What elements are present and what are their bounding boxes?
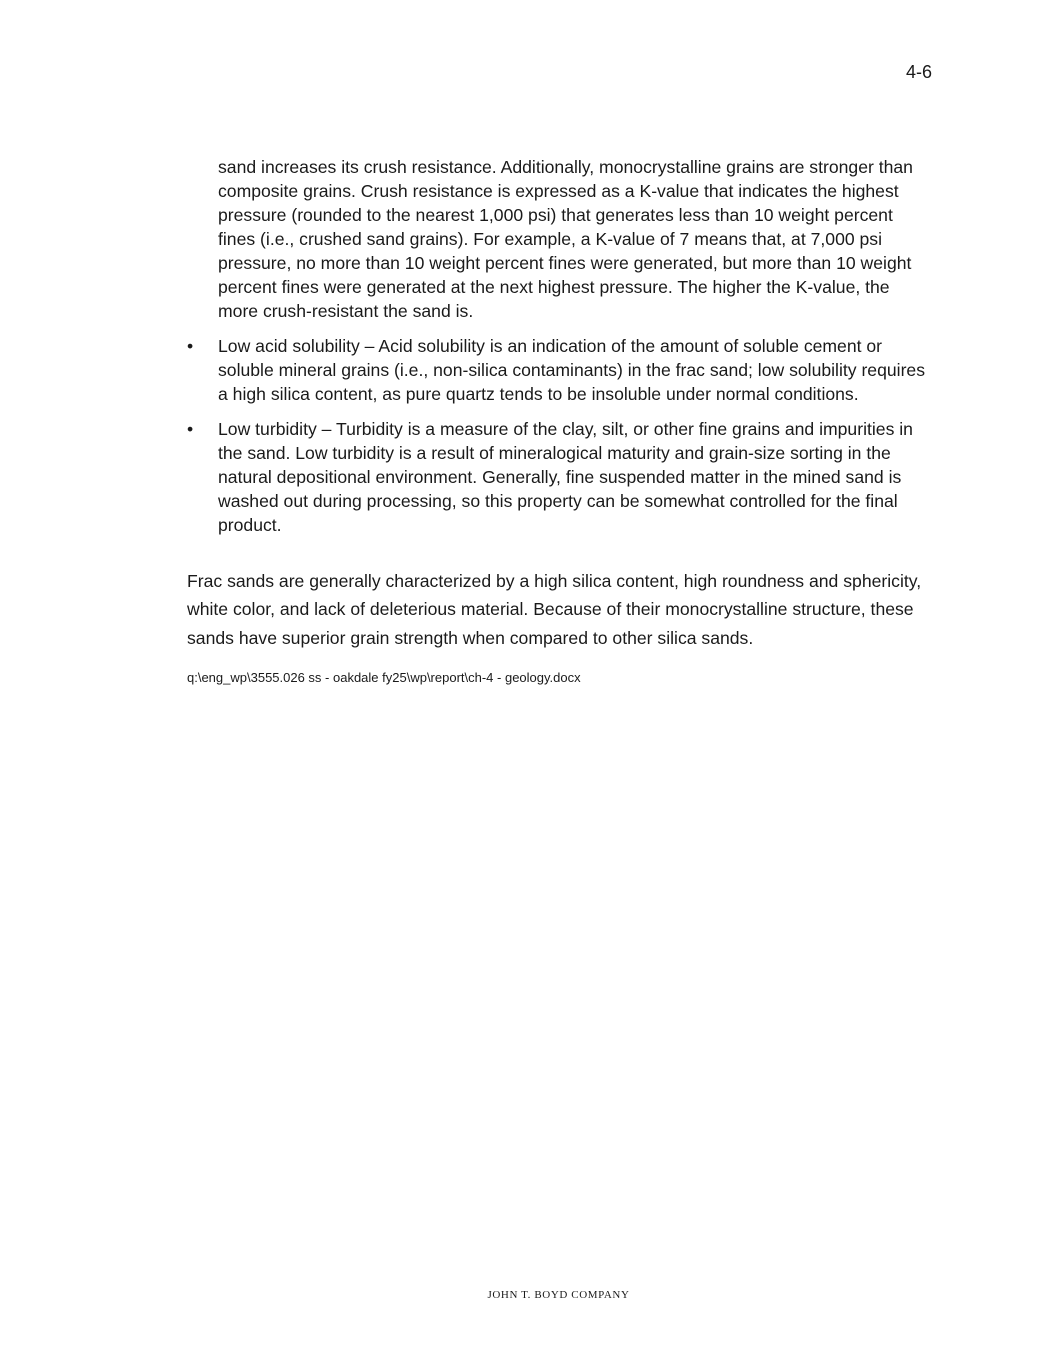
file-path: q:\eng_wp\3555.026 ss - oakdale fy25\wp\report\ch-4 - geology.docx bbox=[187, 669, 581, 685]
bullet-item-turbidity bbox=[187, 417, 932, 537]
page-number: 4-6 bbox=[905, 62, 932, 82]
property-bullet-list bbox=[187, 334, 932, 537]
bullet-icon: • bbox=[187, 336, 194, 356]
document-body bbox=[187, 155, 932, 685]
continued-paragraph: sand increases its crush resistance. Additionally, monocrystalline grains are stronger than composite grains. Crush resistance is expressed as a K-value that indicates the highest pressure (rounded to the nearest 1,000 psi) that generates less than 10 weight percent fines (i.e., crushed sand grains). For example, a K-value of 7 means that, at 7,000 psi pressure, no more than 10 weight percent fines were generated, but more than 10 weight percent fines were generated at the next highest pressure. The higher the K-value, the more crush-resistant the sand is. bbox=[218, 157, 913, 321]
company-footer: JOHN T. BOYD COMPANY bbox=[487, 1289, 630, 1301]
bullet-text: Low turbidity – Turbidity is a measure of the clay, silt, or other fine grains and impurities in the sand. Low turbidity is a result of mineralogical maturity and grain-size sorting in the natural depositional environment. Generally, fine suspended matter in the mined sand is washed out during processing, so this property can be somewhat controlled for the final product. bbox=[218, 419, 913, 535]
bullet-item-acid-solubility bbox=[187, 334, 932, 406]
summary-paragraph: Frac sands are generally characterized by a high silica content, high roundness and sphericity, white color, and lack of deleterious material. Because of their monocrystalline structure, these sands have superior grain strength when compared to other silica sands. bbox=[187, 571, 922, 648]
bullet-icon: • bbox=[187, 419, 194, 439]
bullet-text: Low acid solubility – Acid solubility is an indication of the amount of soluble cement or soluble mineral grains (i.e., non-silica contaminants) in the frac sand; low solubility requires a high silica content, as pure quartz tends to be insoluble under normal conditions. bbox=[218, 336, 926, 404]
